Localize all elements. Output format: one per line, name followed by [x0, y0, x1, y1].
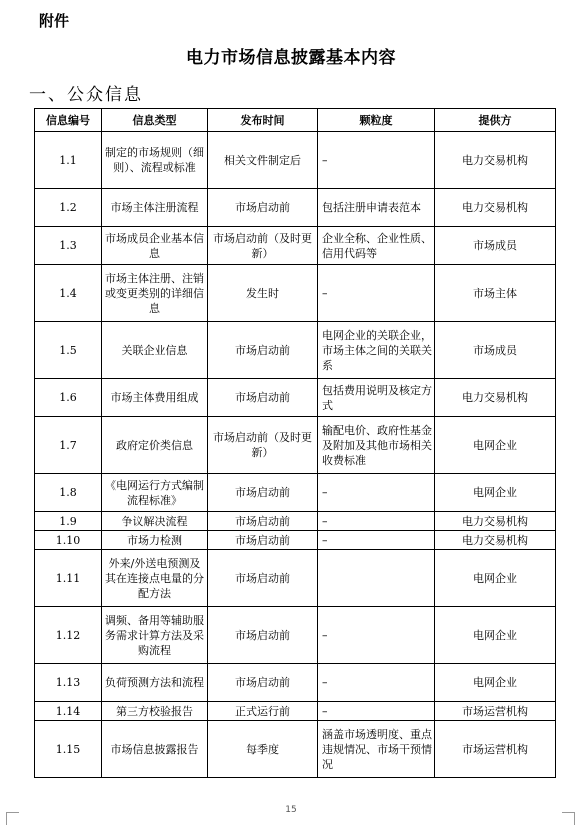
cell-id: 1.3 [35, 227, 102, 265]
cell-type: 争议解决流程 [102, 512, 208, 531]
cell-type: 市场信息披露报告 [102, 721, 208, 778]
cell-time: 每季度 [208, 721, 318, 778]
cell-type: 制定的市场规则（细则）、流程或标准 [102, 132, 208, 189]
table-row [35, 664, 556, 702]
cell-type: 市场主体费用组成 [102, 379, 208, 417]
cell-provider: 电力交易机构 [435, 132, 556, 189]
cell-id: 1.8 [35, 474, 102, 512]
cell-type: 外来/外送电预测及其在连接点电量的分配方法 [102, 550, 208, 607]
cell-granularity: 输配电价、政府性基金及附加及其他市场相关收费标准 [318, 417, 435, 474]
header-type: 信息类型 [102, 109, 208, 132]
cell-type: 市场主体注册流程 [102, 189, 208, 227]
cell-provider: 市场主体 [435, 265, 556, 322]
crop-mark-left [6, 812, 19, 825]
attachment-label: 附件 [39, 12, 70, 30]
cell-granularity: 包括费用说明及核定方式 [318, 379, 435, 417]
cell-time: 正式运行前 [208, 702, 318, 721]
cell-time: 市场启动前 [208, 474, 318, 512]
crop-mark-right [562, 812, 575, 825]
table-row [35, 607, 556, 664]
table-row [35, 531, 556, 550]
cell-id: 1.4 [35, 265, 102, 322]
cell-time: 市场启动前 [208, 607, 318, 664]
table-row [35, 474, 556, 512]
table-row [35, 721, 556, 778]
cell-type: 关联企业信息 [102, 322, 208, 379]
cell-provider: 电网企业 [435, 474, 556, 512]
cell-type: 市场成员企业基本信息 [102, 227, 208, 265]
cell-provider: 电力交易机构 [435, 189, 556, 227]
table-row [35, 265, 556, 322]
table-row [35, 189, 556, 227]
cell-time: 市场启动前 [208, 322, 318, 379]
cell-provider: 电力交易机构 [435, 531, 556, 550]
cell-provider: 电力交易机构 [435, 512, 556, 531]
cell-time: 相关文件制定后 [208, 132, 318, 189]
cell-provider: 电力交易机构 [435, 379, 556, 417]
cell-provider: 电网企业 [435, 607, 556, 664]
cell-id: 1.9 [35, 512, 102, 531]
cell-granularity: – [318, 265, 435, 322]
cell-type: 市场主体注册、注销或变更类别的详细信息 [102, 265, 208, 322]
cell-id: 1.10 [35, 531, 102, 550]
cell-type: 第三方校验报告 [102, 702, 208, 721]
cell-time: 市场启动前 [208, 550, 318, 607]
document-title: 电力市场信息披露基本内容 [186, 48, 396, 68]
cell-granularity: – [318, 664, 435, 702]
cell-time: 发生时 [208, 265, 318, 322]
table-row [35, 379, 556, 417]
cell-id: 1.1 [35, 132, 102, 189]
cell-id: 1.6 [35, 379, 102, 417]
cell-id: 1.2 [35, 189, 102, 227]
header-granularity: 颗粒度 [318, 109, 435, 132]
cell-type: 《电网运行方式编制流程标准》 [102, 474, 208, 512]
cell-id: 1.7 [35, 417, 102, 474]
cell-provider: 市场成员 [435, 322, 556, 379]
disclosure-table [34, 108, 556, 778]
cell-type: 调频、备用等辅助服务需求计算方法及采购流程 [102, 607, 208, 664]
cell-granularity: – [318, 512, 435, 531]
header-time: 发布时间 [208, 109, 318, 132]
cell-type: 负荷预测方法和流程 [102, 664, 208, 702]
header-id: 信息编号 [35, 109, 102, 132]
cell-id: 1.14 [35, 702, 102, 721]
table-row [35, 322, 556, 379]
cell-provider: 电网企业 [435, 417, 556, 474]
cell-provider: 电网企业 [435, 550, 556, 607]
cell-granularity: – [318, 132, 435, 189]
cell-granularity [318, 550, 435, 607]
cell-provider: 市场运营机构 [435, 721, 556, 778]
cell-id: 1.12 [35, 607, 102, 664]
table-header-row [35, 109, 556, 132]
cell-type: 市场力检测 [102, 531, 208, 550]
cell-granularity: – [318, 702, 435, 721]
cell-type: 政府定价类信息 [102, 417, 208, 474]
cell-granularity: 电网企业的关联企业，市场主体之间的关联关系 [318, 322, 435, 379]
page-number: 15 [285, 805, 297, 815]
cell-id: 1.15 [35, 721, 102, 778]
cell-granularity: 企业全称、企业性质、信用代码等 [318, 227, 435, 265]
cell-time: 市场启动前 [208, 379, 318, 417]
cell-time: 市场启动前 [208, 664, 318, 702]
cell-time: 市场启动前（及时更新） [208, 227, 318, 265]
table-row [35, 702, 556, 721]
cell-granularity: – [318, 531, 435, 550]
cell-id: 1.13 [35, 664, 102, 702]
cell-time: 市场启动前 [208, 512, 318, 531]
table-row [35, 227, 556, 265]
section-heading: 一、公众信息 [29, 85, 143, 105]
cell-granularity: – [318, 607, 435, 664]
cell-granularity: 涵盖市场透明度、重点违规情况、市场干预情况 [318, 721, 435, 778]
table-row [35, 550, 556, 607]
cell-provider: 电网企业 [435, 664, 556, 702]
cell-id: 1.5 [35, 322, 102, 379]
cell-granularity: – [318, 474, 435, 512]
cell-provider: 市场成员 [435, 227, 556, 265]
cell-provider: 市场运营机构 [435, 702, 556, 721]
cell-time: 市场启动前（及时更新） [208, 417, 318, 474]
cell-id: 1.11 [35, 550, 102, 607]
cell-time: 市场启动前 [208, 531, 318, 550]
table-row [35, 512, 556, 531]
table-row [35, 132, 556, 189]
cell-time: 市场启动前 [208, 189, 318, 227]
table-row [35, 417, 556, 474]
header-provider: 提供方 [435, 109, 556, 132]
cell-granularity: 包括注册申请表范本 [318, 189, 435, 227]
